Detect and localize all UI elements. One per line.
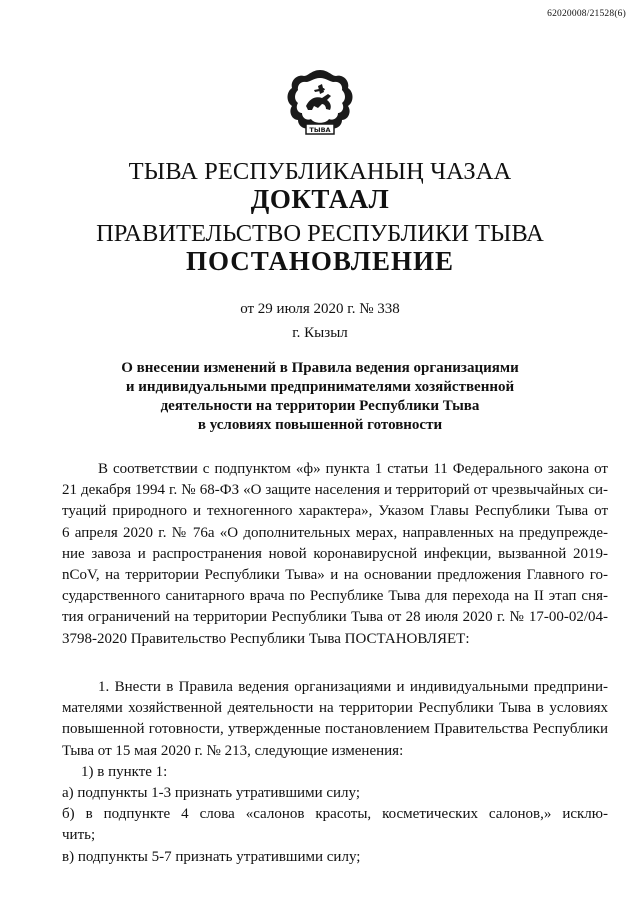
text-line: Тыва от 15 мая 2020 г. № 213, следующие изменения:	[62, 742, 404, 759]
text-line: сударственного санитарного врача по Республике Тыва для перехода на II этап сня-	[62, 588, 608, 605]
text-line: б) в подпункте 4 слова «салонов красоты, косметических салонов,» исклю-	[62, 806, 608, 823]
postanovlenie-heading: ПОСТАНОВЛЕНИЕ	[185, 246, 455, 276]
text-line: чить;	[62, 827, 96, 844]
city: г. Кызыл	[292, 325, 348, 341]
document-title	[80, 359, 560, 435]
document-title-line: О внесении изменений в Правила ведения организациями	[121, 360, 519, 376]
document-title-line: деятельности на территории Республики Тыва	[160, 398, 480, 414]
text-line: 1. Внести в Правила ведения организациями и индивидуальными предприни-	[98, 679, 608, 695]
text-line: в) подпункты 5-7 признать утратившими силу;	[62, 848, 361, 865]
item-1-paragraph	[62, 677, 608, 868]
text-line: туаций природного и техногенного характера», Указом Главы Республики Тыва от	[62, 503, 608, 520]
tuva-coat-of-arms-icon	[284, 68, 356, 146]
date-and-number: от 29 июля 2020 г. № 338	[240, 301, 400, 317]
document-title-line: и индивидуальными предпринимателями хозяйственной	[125, 379, 515, 395]
text-line: повышенной готовности, утвержденные постановлением Правительства Республики	[62, 721, 608, 738]
doktaal-heading: ДОКТААЛ	[250, 184, 390, 214]
document-registration-number: 62020008/21528(6)	[547, 9, 626, 19]
government-title: ПРАВИТЕЛЬСТВО РЕСПУБЛИКИ ТЫВА	[96, 220, 544, 247]
text-line: 1) в пункте 1:	[81, 763, 168, 780]
emblem-label: ТЫВА	[309, 126, 331, 134]
text-line: 21 декабря 1994 г. № 68-ФЗ «О защите населения и территорий от чрезвычайных си-	[62, 482, 608, 499]
text-line: а) подпункты 1-3 признать утратившими силу;	[62, 784, 360, 801]
tuva-government-title: ТЫВА РЕСПУБЛИКАНЫҢ ЧАЗАА	[128, 158, 512, 185]
text-line: ние завоза и распространения новой коронавирусной инфекции, вызванной 2019-	[62, 545, 608, 562]
text-line: В соответствии с подпунктом «ф» пункта 1 статьи 11 Федерального закона от	[98, 461, 608, 477]
text-line: мателями хозяйственной деятельности на территории Республики Тыва в условиях	[62, 700, 608, 717]
document-title-line: в условиях повышенной готовности	[197, 417, 443, 433]
text-line: 6 апреля 2020 г. № 76а «О дополнительных мерах, направленных на предупрежде-	[62, 524, 608, 541]
text-line: nCoV, на территории Республики Тыва» и на основании предложения Главного го-	[62, 566, 608, 583]
preamble-paragraph	[62, 459, 608, 650]
text-line: 3798-2020 Правительство Республики Тыва ПОСТАНОВЛЯЕТ:	[62, 630, 470, 647]
text-line: тия ограничений на территории Республики Тыва от 28 июля 2020 г. № 17-00-02/04-	[62, 609, 608, 626]
